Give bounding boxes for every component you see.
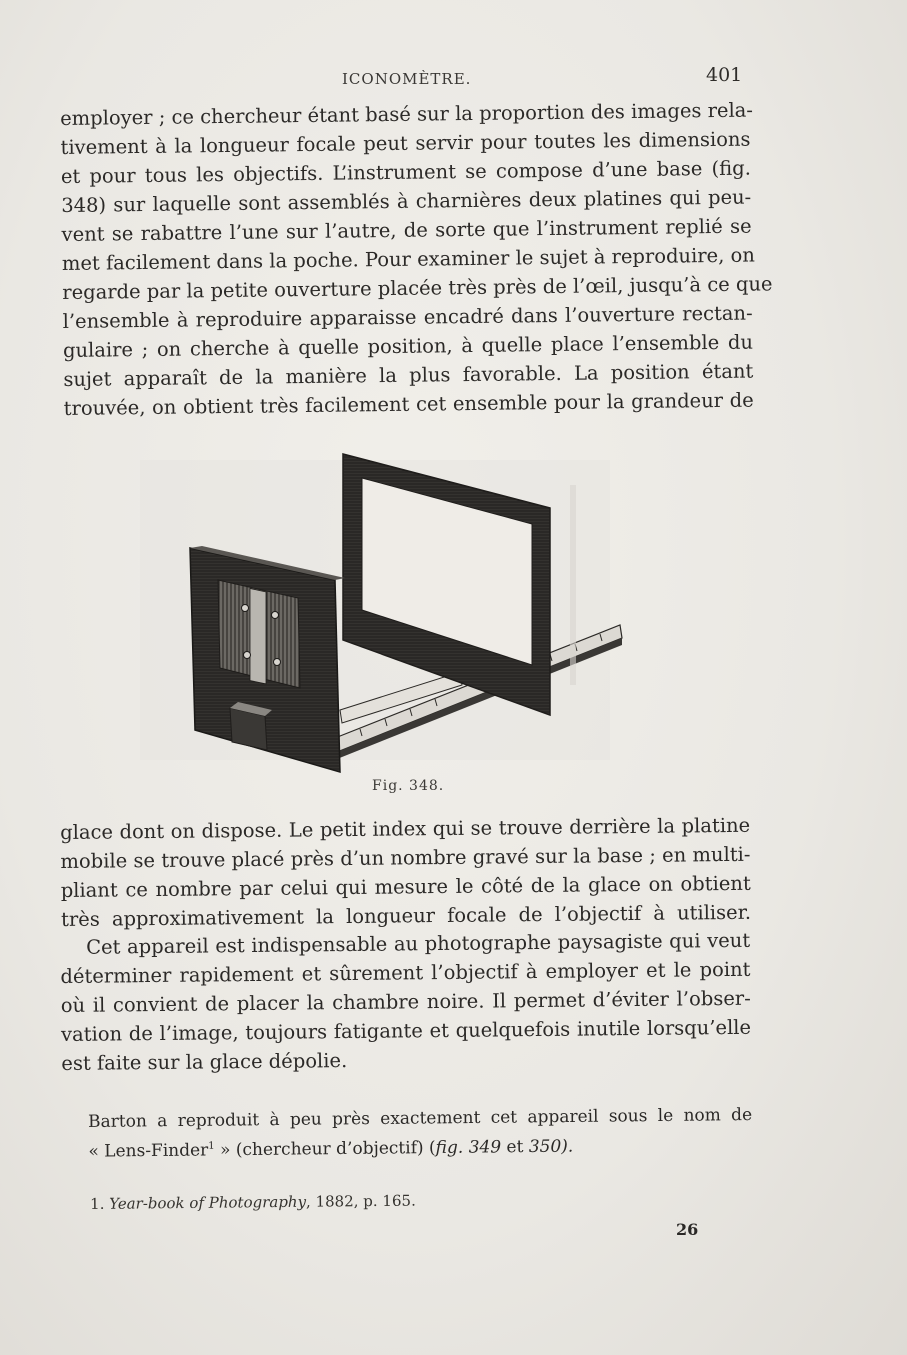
text-line: regarde par la petite ouverture placée très près de l’œil, jusqu’à ce que xyxy=(62,272,773,304)
text-line: Cet appareil est indispensable au photographe paysagiste qui veut xyxy=(86,928,751,959)
figure-caption: Fig. 348. xyxy=(372,778,445,794)
footnote-rest: , 1882, p. 165. xyxy=(305,1191,416,1211)
text-line: est faite sur la glace dépolie. xyxy=(61,1049,348,1075)
text-line: trouvée, on obtient très facilement cet ensemble pour la grandeur de xyxy=(63,388,754,420)
text-line: employer ; ce chercheur étant basé sur la proportion des images rela- xyxy=(60,98,754,130)
iconometer-engraving xyxy=(130,440,650,775)
paragraph-4 xyxy=(88,1103,753,1165)
text-line: pliant ce nombre par celui qui mesure le côté de la glace on obtient xyxy=(60,871,751,902)
text-line: met facilement dans la poche. Pour examiner le sujet à reproduire, on xyxy=(61,243,755,275)
paragraph-1 xyxy=(60,96,773,423)
page-number: 401 xyxy=(706,64,743,86)
text-line: Barton a reproduit à peu près exactement cet appareil sous le nom de xyxy=(88,1105,753,1132)
text-line: l’ensemble à reproduire apparaisse encadré dans l’ouverture rectan- xyxy=(62,301,753,333)
figure-reference: 350). xyxy=(528,1136,574,1158)
footnote xyxy=(90,1192,416,1213)
paragraph-3 xyxy=(60,926,751,1078)
text-fragment: « Lens-Finder xyxy=(88,1140,209,1162)
paragraph-2 xyxy=(60,811,751,934)
footnote-number: 1. xyxy=(90,1194,105,1213)
text-line: déterminer rapidement et sûrement l’objectif à employer et le point xyxy=(60,957,751,988)
text-fragment: et xyxy=(500,1137,529,1158)
text-line xyxy=(88,1128,752,1165)
text-line: et pour tous les objectifs. L’instrument se compose d’une base (fig. xyxy=(60,156,751,188)
text-line: vation de l’image, toujours fatigante et quelquefois inutile lorsqu’elle xyxy=(60,1015,752,1046)
footnote-marker: 1 xyxy=(208,1140,215,1152)
figure-reference: fig. 349 xyxy=(435,1137,502,1159)
text-line: très approximativement la longueur focale de l’objectif à utiliser. xyxy=(60,900,752,931)
text-line: vent se rabattre l’une sur l’autre, de sorte que l’instrument replié se xyxy=(61,214,752,246)
text-fragment: » (chercheur d’objectif) ( xyxy=(214,1138,436,1161)
footnote-title: Year-book of Photography xyxy=(109,1192,307,1213)
text-line: tivement à la longueur focale peut servir pour toutes les dimensions xyxy=(60,127,751,159)
text-line: sujet apparaît de la manière la plus favorable. La position étant xyxy=(63,359,754,391)
signature-mark: 26 xyxy=(676,1220,699,1239)
text-line: 348) sur laquelle sont assemblés à charnières deux platines qui peu- xyxy=(61,185,752,217)
text-line: où il convient de placer la chambre noire. Il permet d’éviter l’obser- xyxy=(60,986,751,1017)
text-line: glace dont on dispose. Le petit index qui se trouve derrière la platine xyxy=(60,813,751,844)
running-head xyxy=(60,64,743,90)
text-line: gulaire ; on cherche à quelle position, à quelle place l’ensemble du xyxy=(62,330,754,362)
running-title: ICONOMÈTRE. xyxy=(342,70,472,88)
text-line: mobile se trouve placé près d’un nombre gravé sur la base ; en multi- xyxy=(60,842,751,873)
